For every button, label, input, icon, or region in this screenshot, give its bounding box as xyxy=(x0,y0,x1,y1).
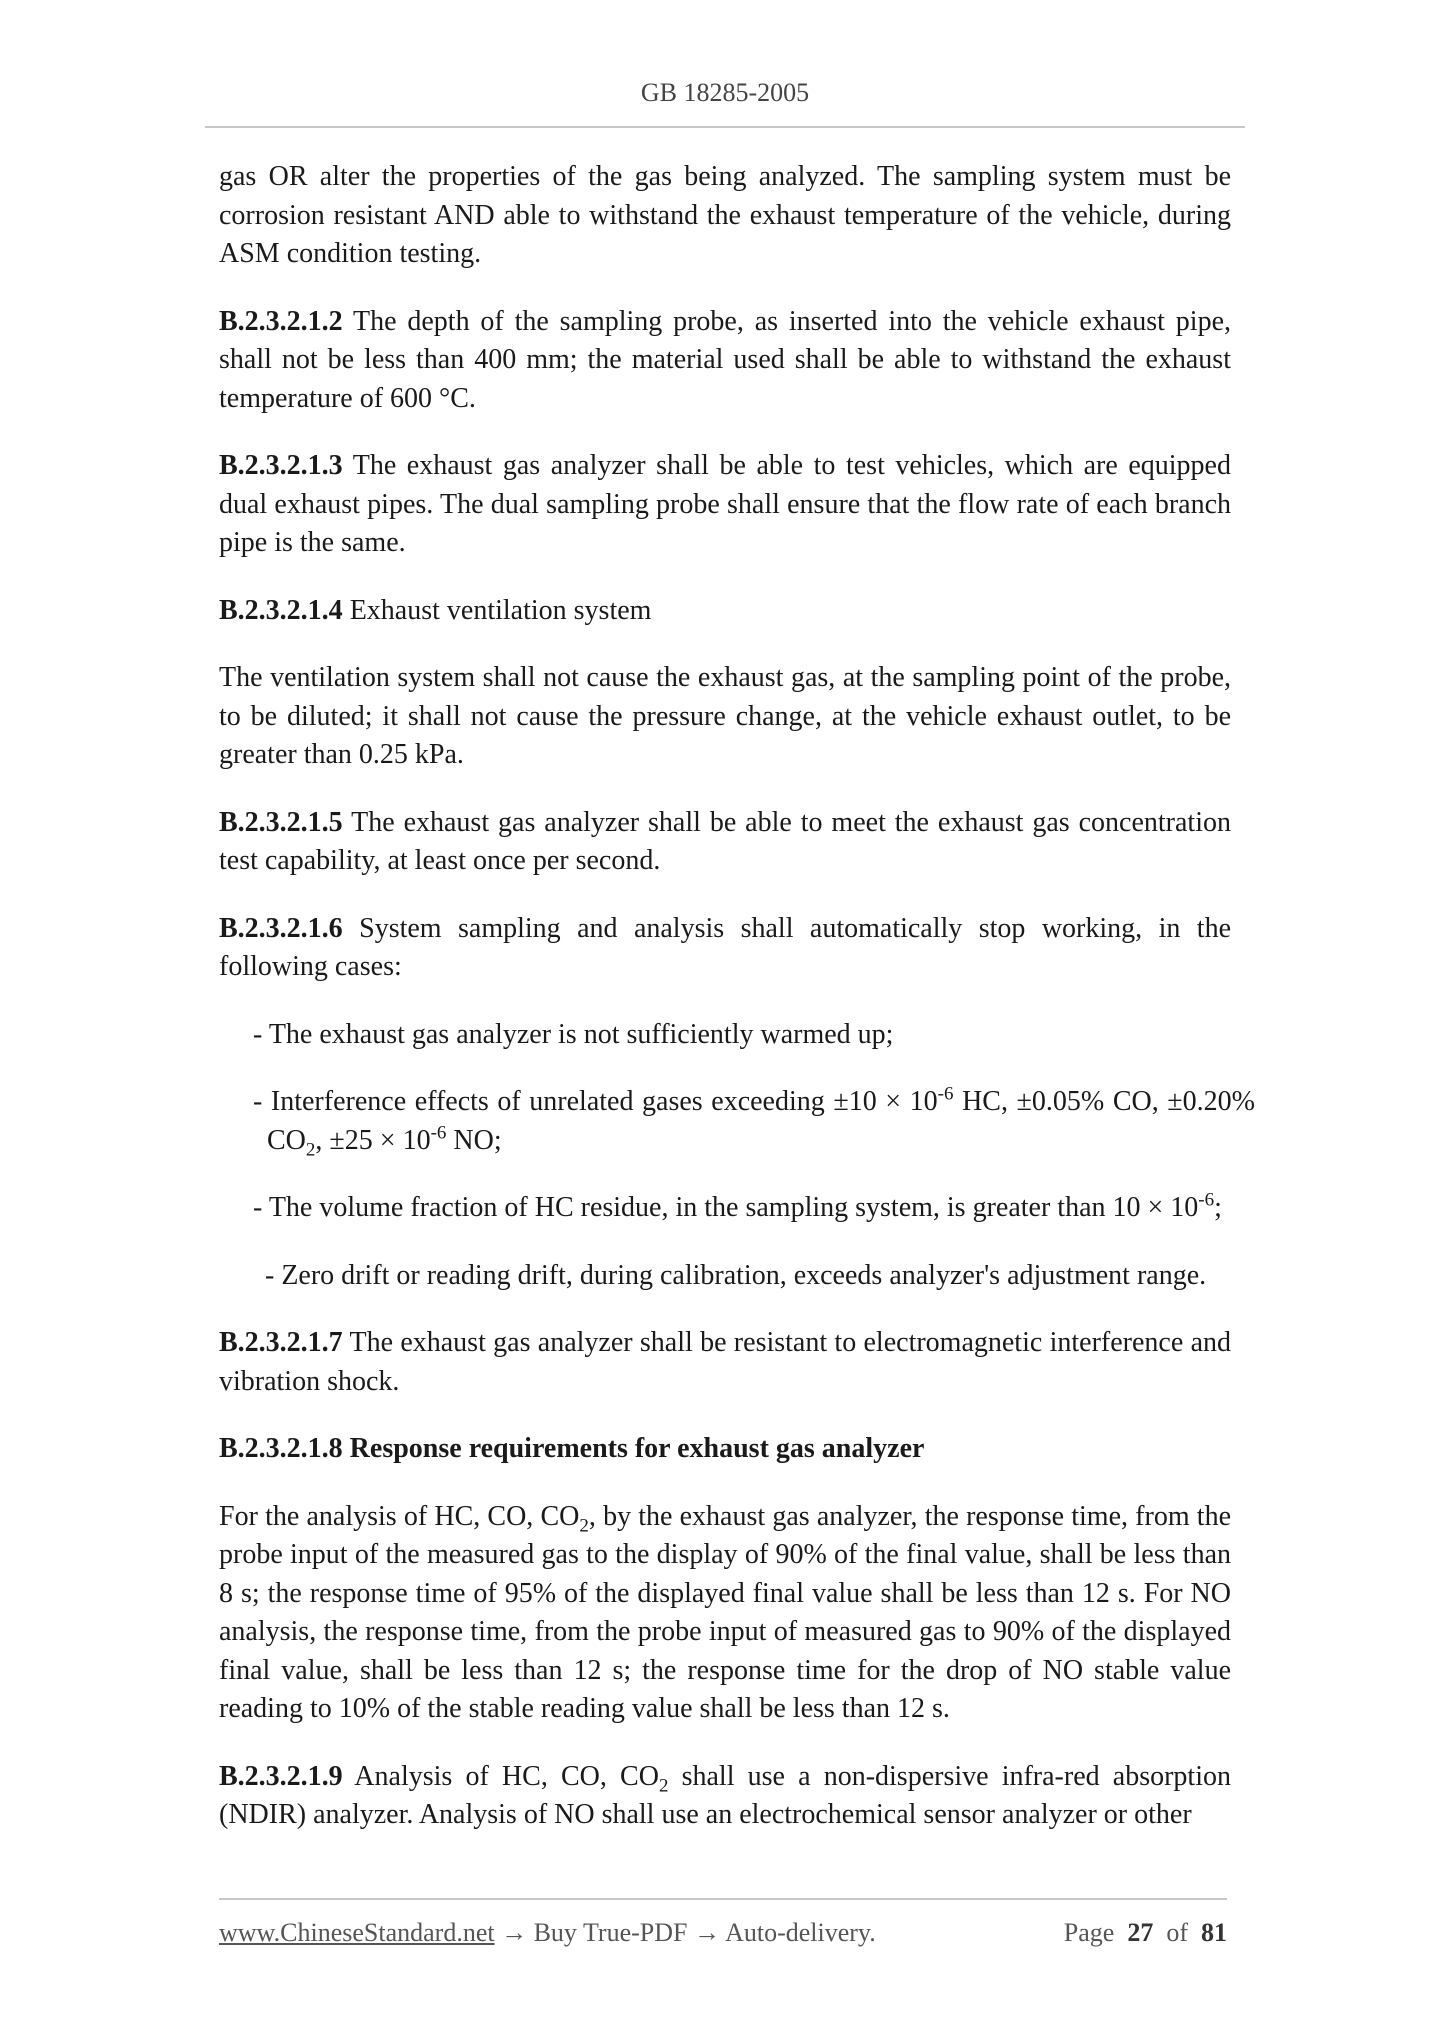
clause-b232112 xyxy=(219,303,1231,419)
auto-delivery-text: Auto-delivery. xyxy=(725,1918,876,1947)
paragraph-continued: gas OR alter the properties of the gas being analyzed. The sampling system must be corrosion resistant AND able to withstand the exhaust temperature of the vehicle, during ASM condition testing. xyxy=(219,161,1231,269)
page-indicator xyxy=(1064,1918,1227,1948)
website-link[interactable]: www.ChineseStandard.net xyxy=(219,1918,495,1947)
clause-number: B.2.3.2.1.7 xyxy=(219,1327,343,1358)
clause-number: B.2.3.2.1.9 xyxy=(219,1760,343,1792)
clause-b232113 xyxy=(219,447,1231,563)
clause-b232114 xyxy=(219,592,1231,631)
ventilation-paragraph: The ventilation system shall not cause the exhaust gas, at the sampling point of the probe, to be diluted; it shall not cause the pressure change, at the vehicle exhaust outlet, to be greater than 0.25 kPa. xyxy=(219,662,1231,770)
list-item: - The exhaust gas analyzer is not sufficiently warmed up; xyxy=(253,1018,894,1050)
clause-b232119: B.2.3.2.1.9 Analysis of HC, CO, $CO_2$ shall use a non-dispersive infra-red absorption (NDIR) analyzer. Analysis of NO shall use an electrochemical sensor analyzer or other xyxy=(219,1760,1231,1830)
page-header-title: GB 18285-2005 xyxy=(640,78,810,107)
clause-text: System sampling and analysis shall automatically stop working, in the following cases: xyxy=(219,912,1231,982)
response-time-paragraph: For the analysis of HC, CO, $CO_2$, by the exhaust gas analyzer, the response time, from the probe input of the measured gas to the display of 90% of the final value, shall be less than 8 s; the response time of 95% of the displayed final value shall be less than 12 s. For NO analysis, the response time, from the probe input of measured gas to 90% of the displayed final value, shall be less than 12 s; the response time for the drop of NO stable value reading to 10% of the stable reading value shall be less than 12 s. xyxy=(219,1500,1231,1724)
clause-text: The exhaust gas analyzer shall be able to test vehicles, which are equipped dual exhaust pipes. The dual sampling probe shall ensure that the flow rate of each branch pipe is the same. xyxy=(219,450,1231,558)
footer-divider xyxy=(219,1898,1227,1900)
stop-cases-list xyxy=(219,1016,1255,1296)
page-label: Page xyxy=(1063,1918,1115,1947)
list-item: - Interference effects of unrelated gases exceeding $\pm 10 \times 10^{-6}$ HC, ±0.05% CO, ±0.20% $CO_2$, $\pm 25 \times 10^{-6}$ NO; xyxy=(253,1083,1255,1161)
clause-number: B.2.3.2.1.5 xyxy=(219,806,343,838)
clause-b232115 xyxy=(219,804,1231,881)
page-total: 81 xyxy=(1201,1918,1227,1947)
clause-text: Exhaust ventilation system xyxy=(342,594,652,626)
arrow-right-icon: → xyxy=(687,1918,726,1947)
clause-b232116 xyxy=(219,910,1231,987)
clause-number: B.2.3.2.1.3 xyxy=(219,450,343,481)
clause-number: B.2.3.2.1.6 xyxy=(219,912,343,944)
document-body xyxy=(219,158,1255,1864)
clause-b232117 xyxy=(219,1324,1231,1401)
header-divider xyxy=(205,126,1245,128)
footer-promo xyxy=(219,1918,876,1948)
list-item: - Zero drift or reading drift, during calibration, exceeds analyzer's adjustment range. xyxy=(265,1259,1207,1291)
clause-number: B.2.3.2.1.2 xyxy=(219,305,343,337)
clause-number: B.2.3.2.1.4 xyxy=(219,594,343,626)
list-item: - The volume fraction of HC residue, in the sampling system, is greater than $10 \times 10^{-6}$; xyxy=(253,1189,1222,1223)
arrow-right-icon: → xyxy=(494,1918,534,1947)
page-current: 27 xyxy=(1127,1918,1154,1947)
clause-text: The depth of the sampling probe, as inserted into the vehicle exhaust pipe, shall not be less than 400 mm; the material used shall be able to withstand the exhaust temperature of 600 °C. xyxy=(219,305,1231,414)
buy-pdf-text: Buy True-PDF xyxy=(533,1918,688,1947)
clause-text: The exhaust gas analyzer shall be resistant to electromagnetic interference and vibration shock. xyxy=(219,1327,1231,1397)
clause-b232118-heading: B.2.3.2.1.8 Response requirements for exhaust gas analyzer xyxy=(219,1433,925,1464)
clause-text: The exhaust gas analyzer shall be able to meet the exhaust gas concentration test capability, at least once per second. xyxy=(219,806,1231,876)
page-of-label: of xyxy=(1166,1918,1188,1947)
